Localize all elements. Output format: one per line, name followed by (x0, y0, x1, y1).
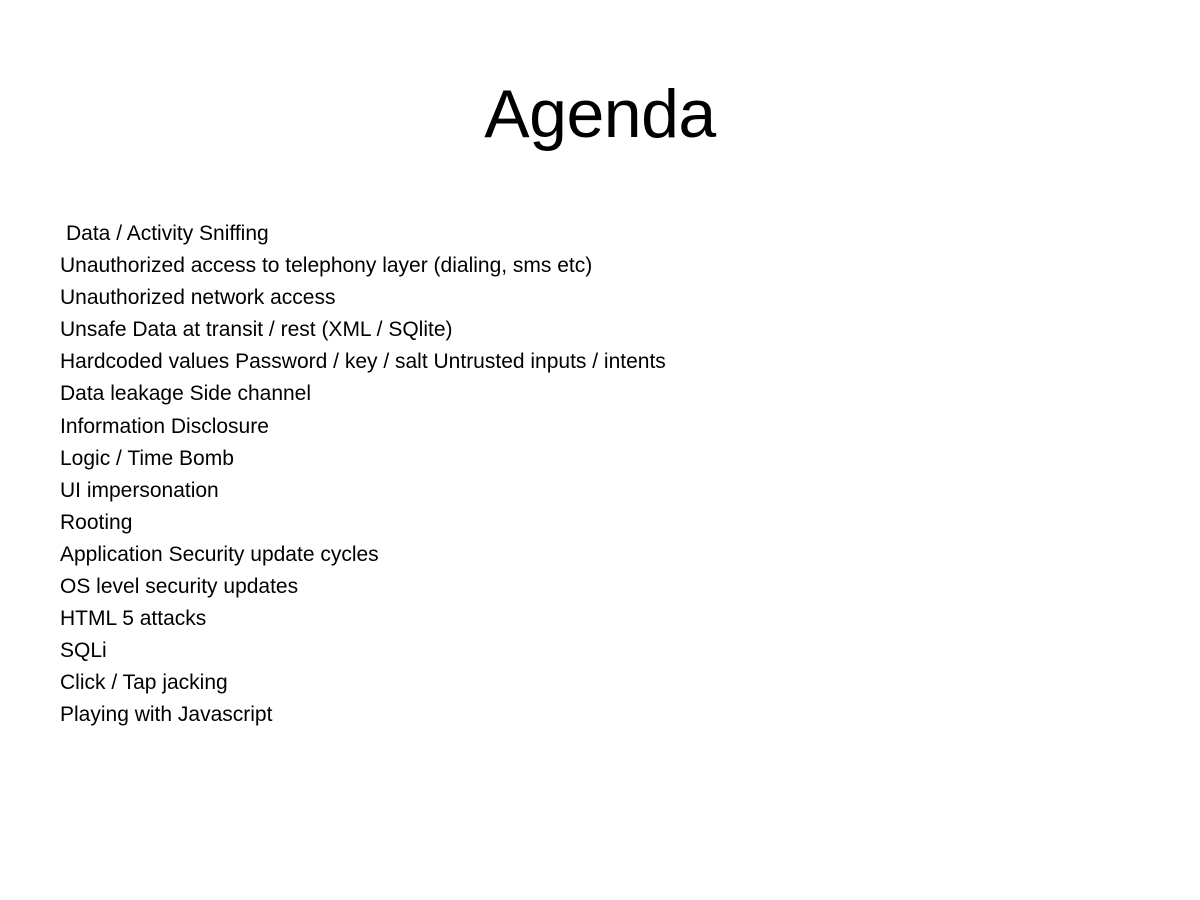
agenda-item: Application Security update cycles (60, 542, 379, 566)
agenda-item: Unauthorized network access (60, 286, 336, 310)
agenda-item: OS level security updates (60, 575, 299, 599)
agenda-item: Playing with Javascript (60, 703, 273, 727)
agenda-item: Unsafe Data at transit / rest (XML / SQlite) (60, 318, 453, 342)
agenda-item: UI impersonation (60, 478, 219, 502)
agenda-list (60, 218, 1140, 732)
slide-title: Agenda (484, 76, 716, 152)
agenda-item: Logic / Time Bomb (60, 446, 234, 470)
agenda-item: SQLi (60, 639, 107, 663)
agenda-item: Information Disclosure (60, 414, 269, 438)
agenda-item: Hardcoded values Password / key / salt Untrusted inputs / intents (60, 350, 666, 374)
agenda-item: Click / Tap jacking (60, 671, 228, 695)
agenda-item: HTML 5 attacks (60, 607, 207, 631)
agenda-item: Data / Activity Sniffing (66, 222, 269, 245)
agenda-item: Unauthorized access to telephony layer (dialing, sms etc) (60, 254, 593, 278)
agenda-item: Rooting (60, 510, 133, 534)
agenda-item: Data leakage Side channel (60, 382, 312, 406)
